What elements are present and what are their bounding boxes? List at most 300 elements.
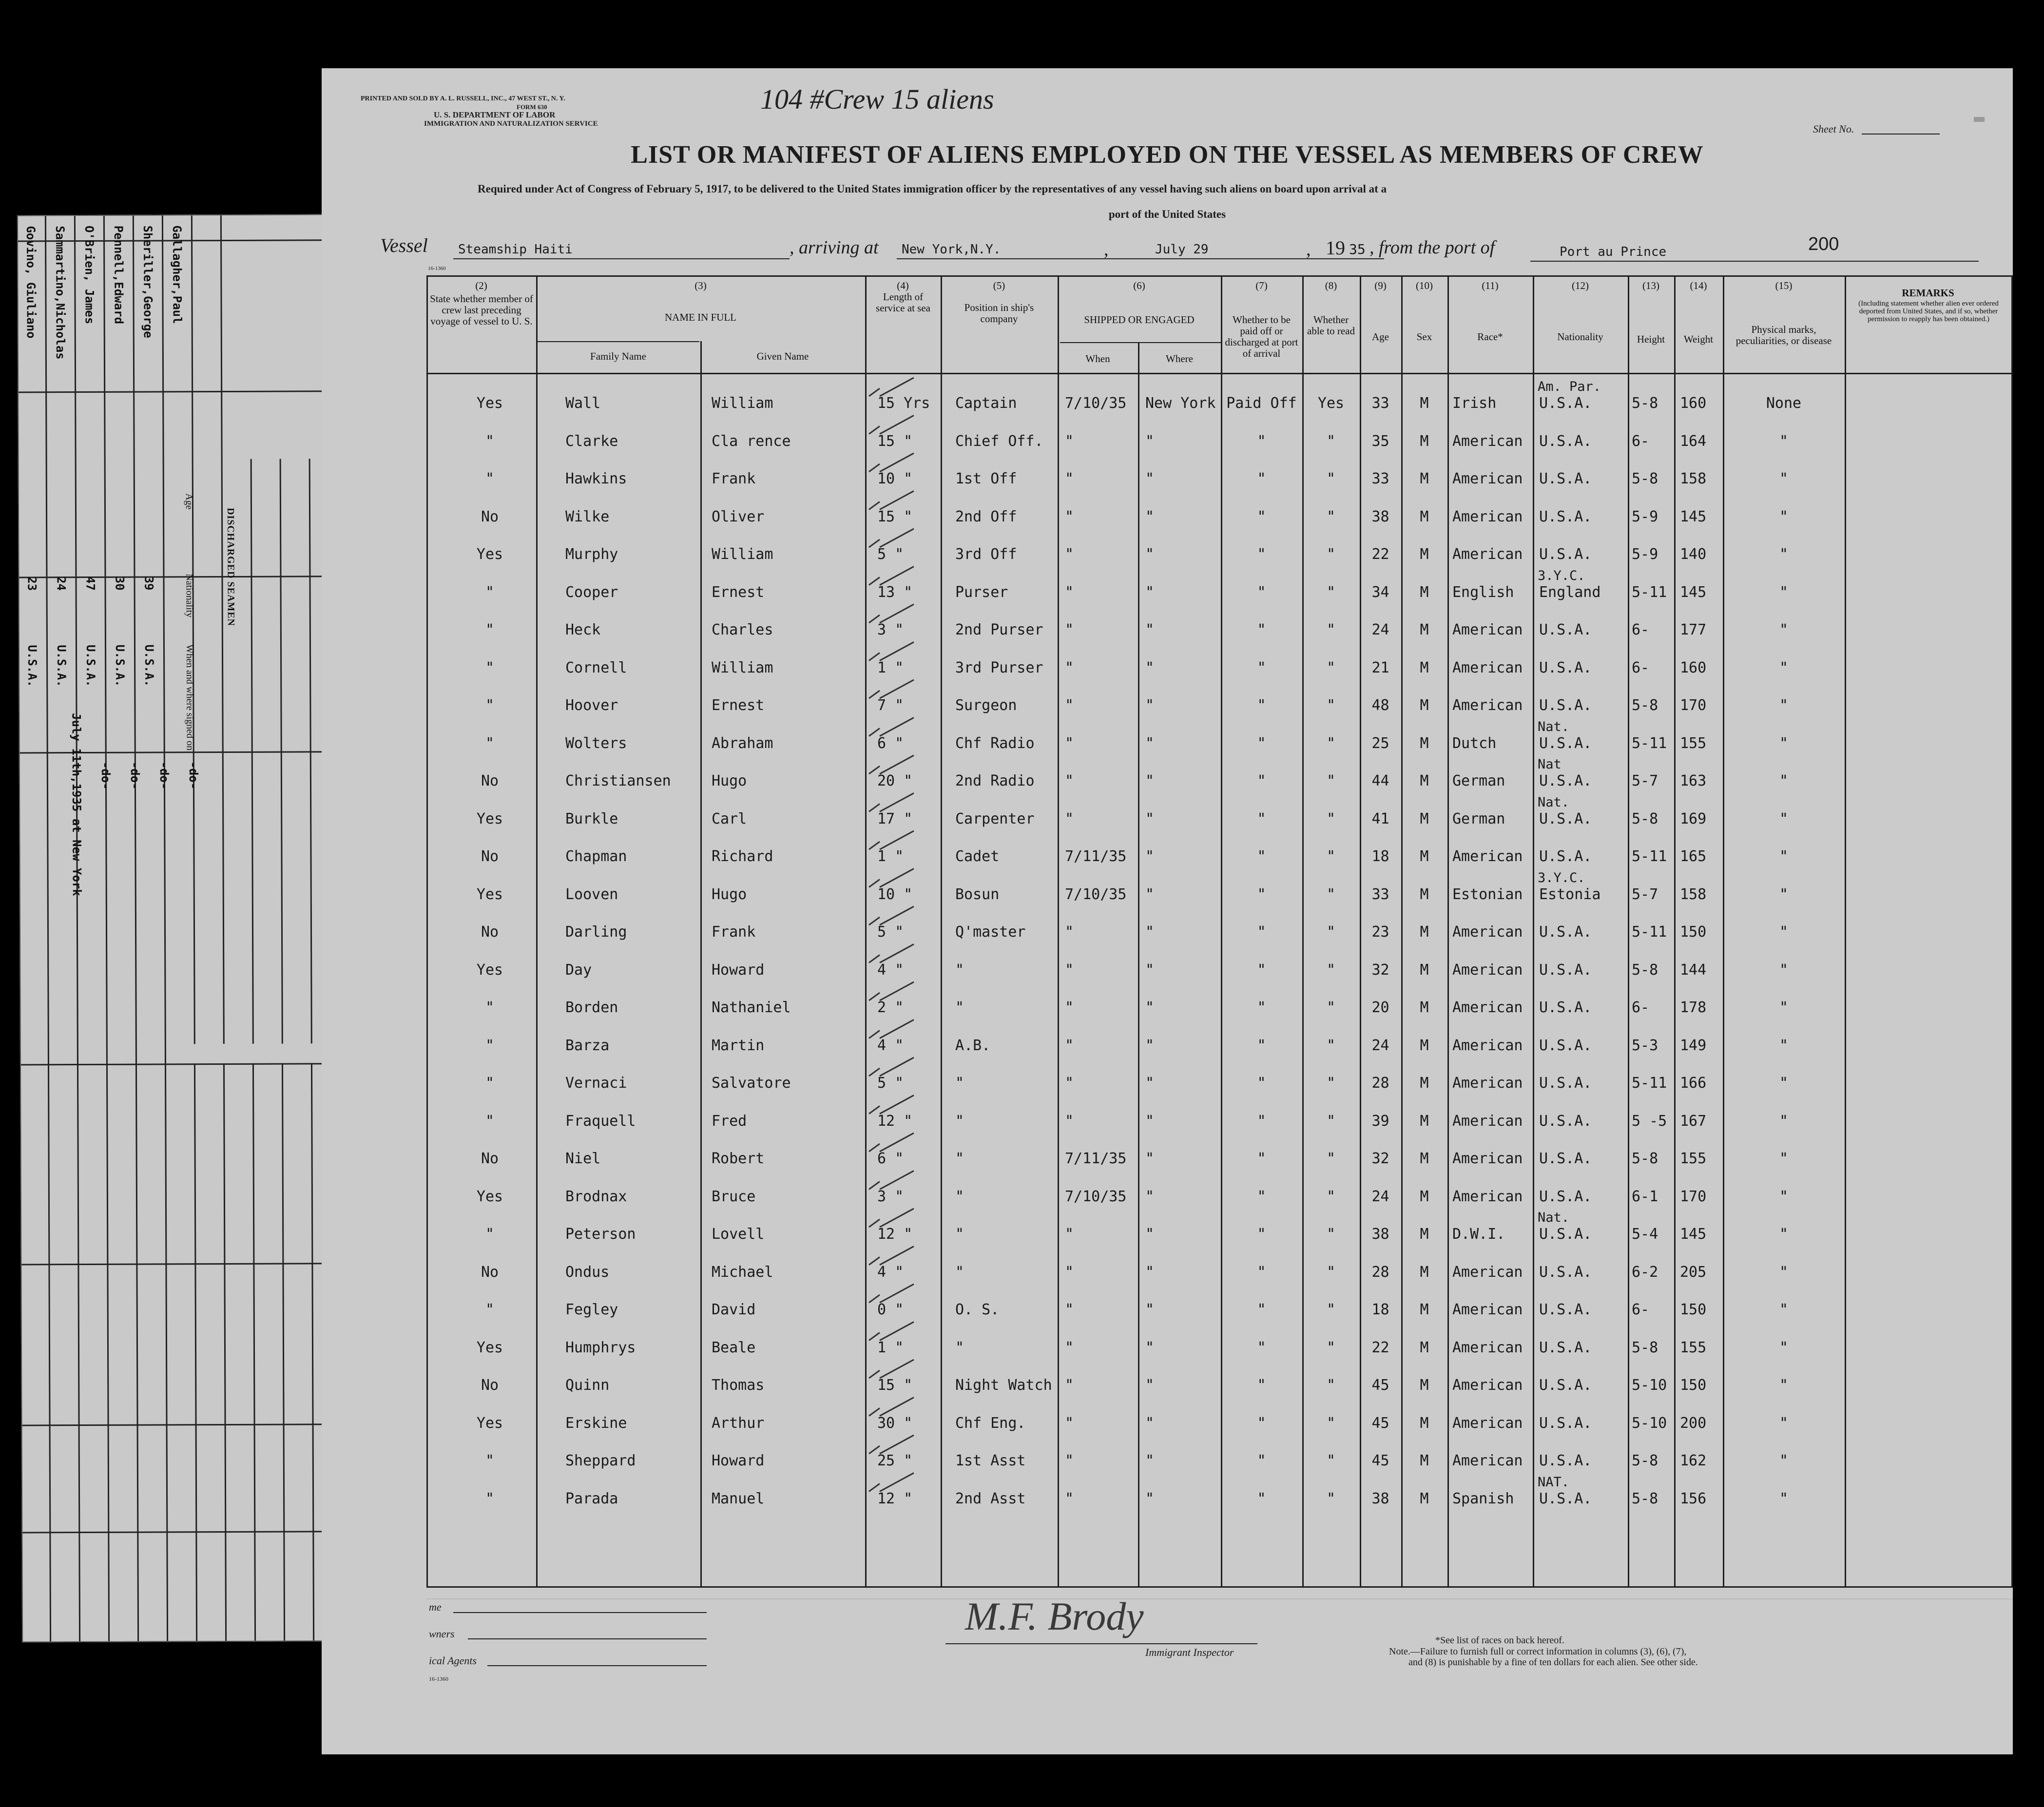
slip-entry-signed: -do- <box>157 761 172 790</box>
cell-prev: Yes <box>476 885 503 903</box>
table-row <box>322 1474 2013 1523</box>
cell-weight: 145 <box>1680 508 1707 525</box>
manifest-sheet: PRINTED AND SOLD BY A. L. RUSSELL, INC., 47 WEST ST., N. Y. FORM 630 U. S. DEPARTMENT OF LABOR IMMIGRATION AND NATURALIZATION SERVICE 104 #Crew 15 aliens Sheet No. LIST OR MANIFEST OF ALIENS EMPLOYED ON THE VESSEL AS MEMBERS OF CREW Required under Act of Congress of February 5, 1917, to be delivered to the United States immigration officer by the representatives of any vessel having such aliens on board upon arrival at a port of the United States Vessel Steamship Haiti , arriving at New York,N.Y. , July 29 , 19 35 , from the port of Port au Prince 200 16-1360 (2) State whether member of crew last preceding voyage of vessel to U. S. (3) NAME IN FULL Family Name Given Name (4) Length of service at sea (5) Position in ship's company (6) SHIPPED OR ENGAGED When Where (7) Whether to be paid off or discharged at port of arrival (8) Whether able to read (9) Age (10) Sex (11) Race* (12) Nationality (13) Height (14) Weight (15) Physical marks, peculiarities, or disease REMARKS (Including statement whether alien ever ordered deported from United States, and if so, whether permission to reapply has been obtained.) Yes Wall William 15 Yrs Captain 7/10/35 New York Paid Off Yes 33 M Irish U.S.A. 5-8 160 None Am. Par. " Clarke Cla rence 15 " Chief Off. " " " " 35 M American U.S.A. 6- 164 " " Hawkins Frank 10 " 1st Off " " " " 33 M American U.S.A. 5-8 158 " No Wilke Oliver 15 " 2nd Off " " " " 38 M American U.S.A. 5-9 145 " Yes Murphy William 5 " 3rd Off " " " " 22 M American U.S.A. 5-9 140 " " Cooper Ernest 13 " Purser " " " " 34 M English England 5-11 145 " 3.Y.C. " Heck Charles 3 " 2nd Purser " " " " 24 M American U.S.A. 6- 177 " " Cornell William 1 " 3rd Purser " " " " 21 M American U.S.A. 6- 160 " " Hoover Ernest 7 " Surgeon " " " " 48 M American U.S.A. 5-8 170 " " Wolters Abraham 6 " Chf Radio " " " " 25 M Dutch U.S.A. 5-11 155 " Nat. No Christiansen Hugo 20 " 2nd Radio " " " " 44 M German U.S.A. 5-7 163 " Nat Yes Burkle Carl 17 " Carpenter " " " " 41 M German U.S.A. 5-8 169 " Nat. No Chapman Richard 1 " Cadet 7/11/35 " " " 18 M American U.S.A. 5-11 165 " Yes Looven Hugo 10 " Bosun 7/10/35 " " " 33 M Estonian Estonia 5-7 158 " 3.Y.C. No Darling Frank 5 " Q'master " " " " 23 M American U.S.A. 5-11 150 " Yes Day Howard 4 " " " " " " 32 M American U.S.A. 5-8 144 " " Borden Nathaniel 2 " " " " " " 20 M American U.S.A. 6- 178 " " Barza Martin 4 " A.B. " " " " 24 M American U.S.A. 5-3 149 " " Vernaci Salvatore 5 " " " " " " 28 M American U.S.A. 5-11 166 " " Fraquell Fred 12 " " " " " " 39 M American U.S.A. 5 -5 167 " No Niel Robert 6 " " 7/11/35 " " " 32 M American U.S.A. 5-8 155 " Yes Brodnax Bruce 3 " " 7/10/35 " " " 24 M American U.S.A. 6-1 170 " " Peterson Lovell 12 " " " " " " 38 M D.W.I. U.S.A. 5-4 145 " Nat. No Ondus Michael 4 " " " " " " 28 M American U.S.A. 6-2 205 " " Fegley David 0 " O. S. " " " " 18 M American U.S.A. 6- 150 " Yes Humphrys Beale 1 " " " " " " 22 M American U.S.A. 5-8 155 " No Quinn Thomas 15 " Night Watch " " " " 45 M American U.S.A. 5-10 150 " Yes Erskine Arthur 30 " Chf Eng. " " " " 45 M American U.S.A. 5-10 200 " " Sheppard Howard 25 " 1st Asst " " " " 45 M American U.S.A. 5-8 162 " " Parada Manuel 12 " 2nd Asst " " " " 38 M Spanish U.S.A. 5-8 156 " NAT. me wners ical Agents 16-1360 M.F. Brody Immigrant Inspector *See list of races on back hereof. Note.—Failure to furnish full or correct information in columns (3), (6), (7), and (8) is punishable by a fine of ten dollars for each alien. See other side. <box>322 68 2013 1754</box>
cell-prev: " <box>485 1075 495 1092</box>
check-mark <box>869 378 914 396</box>
cell-where: " <box>1145 734 1155 752</box>
cell-paid: " <box>1257 848 1266 865</box>
footer-name-label: me <box>429 1601 442 1613</box>
check-mark <box>869 529 914 547</box>
cell-where: New York <box>1145 395 1216 412</box>
cell-position: 1st Asst <box>955 1452 1026 1469</box>
vessel-name: Steamship Haiti <box>458 242 573 257</box>
cell-family: Borden <box>565 999 618 1016</box>
cell-family: Wilke <box>565 508 610 525</box>
cell-prev: No <box>481 848 499 865</box>
cell-height: 5-11 <box>1632 734 1667 752</box>
cell-prev: " <box>485 1490 495 1507</box>
cell-where: " <box>1145 621 1155 638</box>
cell-weight: 163 <box>1680 772 1707 789</box>
cell-height: 6- <box>1632 659 1650 676</box>
cell-sex: M <box>1420 1075 1429 1092</box>
cell-race: American <box>1452 961 1523 979</box>
cell-service: 5 " <box>877 546 904 563</box>
cell-weight: 145 <box>1680 1226 1707 1243</box>
cell-read: " <box>1326 1075 1336 1092</box>
cell-height: 5-11 <box>1632 848 1667 865</box>
cell-prev: No <box>481 1377 499 1394</box>
cell-nationality-note: Am. Par. <box>1538 379 1601 394</box>
cell-height: 6-2 <box>1632 1263 1658 1281</box>
cell-family: Wolters <box>565 734 627 752</box>
cell-given: Richard <box>712 848 773 865</box>
cell-weight: 165 <box>1680 848 1707 865</box>
cell-prev: " <box>485 621 495 638</box>
cell-when: " <box>1065 470 1074 487</box>
cell-weight: 158 <box>1680 885 1707 903</box>
cell-sex: M <box>1420 1490 1429 1507</box>
cell-paid: " <box>1257 1377 1266 1394</box>
cell-service: 12 " <box>877 1112 913 1130</box>
cell-when: " <box>1065 659 1074 676</box>
cell-race: American <box>1452 432 1523 450</box>
cell-when: " <box>1065 1075 1074 1092</box>
cell-weight: 160 <box>1680 395 1707 412</box>
arriving-label: , arriving at <box>790 237 879 258</box>
cell-age: 35 <box>1371 432 1389 450</box>
cell-race: Dutch <box>1452 734 1497 752</box>
col-6-where-header: Where <box>1166 353 1193 365</box>
cell-where: " <box>1145 1226 1155 1243</box>
slip-entry-signed: July 11th,1935 at New York <box>69 713 84 896</box>
cell-age: 22 <box>1371 1339 1389 1356</box>
cell-prev: No <box>481 1263 499 1281</box>
cell-age: 38 <box>1371 1490 1389 1507</box>
cell-weight: 150 <box>1680 1301 1707 1318</box>
cell-position: Purser <box>955 583 1008 601</box>
cell-family: Barza <box>565 1037 610 1054</box>
cell-height: 5-8 <box>1632 697 1658 714</box>
check-mark <box>869 1171 914 1190</box>
remarks-header: REMARKS <box>1902 287 1954 299</box>
cell-race: American <box>1452 848 1523 865</box>
cell-family: Christiansen <box>565 772 671 789</box>
cell-race: American <box>1452 470 1523 487</box>
cell-when: " <box>1065 999 1074 1016</box>
cell-sex: M <box>1420 659 1429 676</box>
sheet-number-line <box>1862 134 1940 135</box>
cell-height: 5-4 <box>1632 1226 1658 1243</box>
cell-race: English <box>1452 583 1514 601</box>
cell-race: American <box>1452 697 1523 714</box>
cell-when: " <box>1065 1037 1074 1054</box>
cell-age: 18 <box>1371 848 1389 865</box>
cell-position: 3rd Purser <box>955 659 1043 676</box>
cell-race: American <box>1452 659 1523 676</box>
cell-marks: " <box>1779 885 1789 903</box>
cell-height: 5-8 <box>1632 395 1658 412</box>
table-row <box>322 428 2013 466</box>
check-mark <box>869 1360 914 1378</box>
footer-owners-label: wners <box>429 1628 455 1640</box>
cell-given: Martin <box>712 1037 765 1054</box>
cell-read: " <box>1326 508 1336 525</box>
cell-read: " <box>1326 470 1336 487</box>
cell-position: Cadet <box>955 848 1000 865</box>
table-row <box>322 957 2013 995</box>
cell-family: Erskine <box>565 1414 627 1432</box>
cell-paid: " <box>1257 621 1266 638</box>
col-7-header: Whether to be paid off or discharged at port of arrival <box>1225 314 1298 359</box>
cell-nationality: U.S.A. <box>1539 546 1592 563</box>
check-mark <box>869 793 914 812</box>
cell-given: Carl <box>712 810 747 827</box>
col-3-given-header: Given Name <box>756 350 809 362</box>
cell-race: American <box>1452 1339 1523 1356</box>
cell-given: Howard <box>712 1452 765 1469</box>
cell-read: " <box>1326 1188 1336 1205</box>
cell-paid: " <box>1257 885 1266 903</box>
col-9-header: Age <box>1372 331 1389 343</box>
cell-when: 7/10/35 <box>1065 1188 1127 1205</box>
cell-nationality: U.S.A. <box>1539 1414 1592 1432</box>
cell-marks: " <box>1779 810 1789 827</box>
cell-prev: " <box>485 659 495 676</box>
cell-height: 5 -5 <box>1632 1112 1667 1130</box>
cell-read: " <box>1326 697 1336 714</box>
table-row <box>322 870 2013 919</box>
cell-marks: " <box>1779 923 1789 941</box>
table-row <box>322 843 2013 881</box>
col-11-number: (11) <box>1482 280 1499 291</box>
cell-age: 32 <box>1371 1150 1389 1167</box>
cell-where: " <box>1145 1263 1155 1281</box>
cell-service: 5 " <box>877 1075 904 1092</box>
col-9-number: (9) <box>1374 280 1387 291</box>
cell-age: 38 <box>1371 508 1389 525</box>
cell-age: 25 <box>1371 734 1389 752</box>
cell-nationality-note: Nat. <box>1538 719 1570 734</box>
cell-read: " <box>1326 848 1336 865</box>
cell-where: " <box>1145 1150 1155 1167</box>
check-mark <box>869 755 914 774</box>
cell-prev: No <box>481 923 499 941</box>
table-row <box>322 994 2013 1032</box>
cell-sex: M <box>1420 546 1429 563</box>
cell-nationality: U.S.A. <box>1539 621 1592 638</box>
table-row <box>322 692 2013 730</box>
cell-nationality: U.S.A. <box>1539 772 1592 789</box>
cell-position: O. S. <box>955 1301 1000 1318</box>
cell-marks: " <box>1779 961 1789 979</box>
cell-service: 12 " <box>877 1490 913 1507</box>
slip-subcol-when-where: When and where signed on <box>184 644 195 751</box>
cell-paid: " <box>1257 1112 1266 1130</box>
cell-weight: 140 <box>1680 546 1707 563</box>
cell-age: 45 <box>1371 1414 1389 1432</box>
cell-service: 1 " <box>877 1339 904 1356</box>
cell-race: American <box>1452 621 1523 638</box>
corner-marker <box>1974 117 1985 122</box>
sheet-number-label: Sheet No. <box>1813 123 1854 135</box>
cell-read: " <box>1326 1339 1336 1356</box>
cell-nationality: U.S.A. <box>1539 659 1592 676</box>
cell-position: 2nd Off <box>955 508 1017 525</box>
cell-marks: " <box>1779 1414 1789 1432</box>
printer-line: PRINTED AND SOLD BY A. L. RUSSELL, INC., 47 WEST ST., N. Y. <box>361 95 565 102</box>
cell-position: " <box>955 1339 964 1356</box>
cell-when: " <box>1065 621 1074 638</box>
check-mark <box>869 453 914 472</box>
cell-marks: " <box>1779 1075 1789 1092</box>
cell-when: " <box>1065 508 1074 525</box>
table-row <box>322 616 2013 654</box>
cell-marks: " <box>1779 734 1789 752</box>
cell-read: " <box>1326 1490 1336 1507</box>
cell-paid: " <box>1257 1301 1266 1318</box>
footer-form-code: 16-1360 <box>429 1675 448 1682</box>
cell-age: 34 <box>1371 583 1389 601</box>
cell-age: 23 <box>1371 923 1389 941</box>
cell-service: 17 " <box>877 810 913 827</box>
cell-sex: M <box>1420 1301 1429 1318</box>
cell-age: 39 <box>1371 1112 1389 1130</box>
cell-given: Fred <box>712 1112 747 1130</box>
cell-race: D.W.I. <box>1452 1226 1505 1243</box>
cell-when: " <box>1065 1301 1074 1318</box>
year-suffix: 35 <box>1349 241 1366 257</box>
cell-marks: None <box>1766 395 1802 412</box>
cell-position: Captain <box>955 395 1017 412</box>
cell-where: " <box>1145 1075 1155 1092</box>
cell-given: Abraham <box>712 734 773 752</box>
cell-where: " <box>1145 1490 1155 1507</box>
cell-service: 15 Yrs <box>877 395 930 412</box>
cell-where: " <box>1145 1377 1155 1394</box>
cell-weight: 158 <box>1680 470 1707 487</box>
cell-weight: 150 <box>1680 1377 1707 1394</box>
col-12-number: (12) <box>1572 280 1589 291</box>
table-row <box>322 1259 2013 1297</box>
table-row <box>322 568 2013 617</box>
cell-when: " <box>1065 1414 1074 1432</box>
cell-height: 5-9 <box>1632 508 1658 525</box>
cell-race: Estonian <box>1452 885 1523 903</box>
cell-position: 2nd Purser <box>955 621 1043 638</box>
cell-family: Quinn <box>565 1377 610 1394</box>
cell-paid: " <box>1257 697 1266 714</box>
cell-nationality: U.S.A. <box>1539 1112 1592 1130</box>
cell-read: " <box>1326 1377 1336 1394</box>
cell-prev: No <box>481 772 499 789</box>
check-mark <box>869 642 914 661</box>
cell-nationality: U.S.A. <box>1539 1188 1592 1205</box>
col-6-when-header: When <box>1085 353 1110 365</box>
form-number: FORM 630 <box>517 103 547 111</box>
cell-height: 5-10 <box>1632 1414 1667 1432</box>
cell-prev: " <box>485 432 495 450</box>
table-row <box>322 1070 2013 1108</box>
slip-entry-age: 47 <box>83 576 97 591</box>
cell-read: " <box>1326 810 1336 827</box>
cell-nationality: U.S.A. <box>1539 848 1592 865</box>
cell-marks: " <box>1779 659 1789 676</box>
cell-nationality: U.S.A. <box>1539 1263 1592 1281</box>
cell-prev: " <box>485 1112 495 1130</box>
cell-family: Peterson <box>565 1226 636 1243</box>
cell-marks: " <box>1779 1037 1789 1054</box>
table-row <box>322 541 2013 579</box>
cell-where: " <box>1145 1037 1155 1054</box>
cell-nationality-note: 3.Y.C. <box>1538 568 1585 583</box>
cell-height: 6- <box>1632 999 1650 1016</box>
cell-marks: " <box>1779 1112 1789 1130</box>
col-5-number: (5) <box>993 280 1005 291</box>
cell-family: Cornell <box>565 659 627 676</box>
check-mark <box>869 1322 914 1341</box>
check-mark <box>869 1020 914 1038</box>
col-10-header: Sex <box>1416 331 1432 343</box>
col-8-number: (8) <box>1325 280 1337 291</box>
cell-marks: " <box>1779 1150 1789 1167</box>
cell-marks: " <box>1779 432 1789 450</box>
cell-where: " <box>1145 923 1155 941</box>
cell-nationality: U.S.A. <box>1539 508 1592 525</box>
cell-service: 0 " <box>877 1301 904 1318</box>
cell-given: Bruce <box>712 1188 756 1205</box>
cell-read: " <box>1326 546 1336 563</box>
cell-race: American <box>1452 1377 1523 1394</box>
cell-service: 4 " <box>877 1037 904 1054</box>
cell-position: Chf Eng. <box>955 1414 1026 1432</box>
cell-service: 10 " <box>877 470 913 487</box>
cell-when: " <box>1065 1226 1074 1243</box>
cell-service: 3 " <box>877 1188 904 1205</box>
col-2-header: State whether member of crew last preceding voyage of vessel to U. S. <box>430 293 533 327</box>
slip-entry-signed: -do- <box>186 761 201 790</box>
col-8-header: Whether able to read <box>1307 314 1355 337</box>
cell-when: " <box>1065 1452 1074 1469</box>
cell-sex: M <box>1420 1188 1429 1205</box>
table-row <box>322 1372 2013 1410</box>
cell-marks: " <box>1779 583 1789 601</box>
cell-race: American <box>1452 1301 1523 1318</box>
cell-prev: " <box>485 999 495 1016</box>
slip-entry-name: Sammartino,Nicholas <box>53 226 67 360</box>
cell-marks: " <box>1779 1490 1789 1507</box>
check-mark <box>869 1209 914 1227</box>
cell-nationality: U.S.A. <box>1539 1339 1592 1356</box>
cell-family: Wall <box>565 395 601 412</box>
cell-when: " <box>1065 432 1074 450</box>
cell-where: " <box>1145 432 1155 450</box>
cell-given: Frank <box>712 923 756 941</box>
cell-when: " <box>1065 810 1074 827</box>
check-mark <box>869 1398 914 1416</box>
check-mark <box>869 1435 914 1454</box>
cell-where: " <box>1145 659 1155 676</box>
cell-paid: " <box>1257 1452 1266 1469</box>
cell-paid: " <box>1257 1075 1266 1092</box>
slip-entry-age: 30 <box>113 576 127 591</box>
cell-weight: 155 <box>1680 1339 1707 1356</box>
cell-weight: 155 <box>1680 734 1707 752</box>
cell-paid: Paid Off <box>1226 395 1297 412</box>
cell-service: 2 " <box>877 999 904 1016</box>
cell-height: 6- <box>1632 432 1650 450</box>
col-3-family-header: Family Name <box>590 350 646 362</box>
cell-given: Oliver <box>712 508 765 525</box>
cell-position: 1st Off <box>955 470 1017 487</box>
table-row <box>322 794 2013 844</box>
cell-given: William <box>712 395 773 412</box>
cell-paid: " <box>1257 961 1266 979</box>
inspector-label: Immigrant Inspector <box>1145 1646 1234 1658</box>
col-4-header: Length of service at sea <box>876 291 930 314</box>
cell-race: American <box>1452 546 1523 563</box>
cell-read: " <box>1326 1301 1336 1318</box>
cell-family: Humphrys <box>565 1339 636 1356</box>
cell-position: " <box>955 1263 964 1281</box>
check-mark <box>869 1133 914 1152</box>
cell-when: " <box>1065 772 1074 789</box>
cell-service: 15 " <box>877 508 913 525</box>
cell-age: 38 <box>1371 1226 1389 1243</box>
cell-family: Ondus <box>565 1263 610 1281</box>
cell-where: " <box>1145 470 1155 487</box>
col-11-header: Race* <box>1477 331 1503 343</box>
cell-nationality: England <box>1539 583 1601 601</box>
cell-prev: Yes <box>476 810 503 827</box>
slip-entry-name: Govino, Giuliano <box>23 226 38 339</box>
cell-read: " <box>1326 923 1336 941</box>
cell-nationality: U.S.A. <box>1539 734 1592 752</box>
check-mark <box>869 1473 914 1492</box>
cell-read: " <box>1326 999 1336 1016</box>
cell-nationality-note: Nat. <box>1538 1210 1570 1225</box>
cell-read: " <box>1326 1263 1336 1281</box>
cell-position: " <box>955 1150 964 1167</box>
arrival-port: New York,N.Y. <box>902 242 1001 257</box>
cell-height: 5-11 <box>1632 583 1667 601</box>
cell-family: Sheppard <box>565 1452 636 1469</box>
cell-family: Fraquell <box>565 1112 636 1130</box>
cell-family: Hawkins <box>565 470 627 487</box>
cell-sex: M <box>1420 621 1429 638</box>
cell-nationality: U.S.A. <box>1539 1452 1592 1469</box>
cell-height: 5-8 <box>1632 961 1658 979</box>
table-row <box>322 1183 2013 1221</box>
cell-position: Night Watch <box>955 1377 1052 1394</box>
cell-nationality-note: 3.Y.C. <box>1538 870 1585 885</box>
cell-age: 33 <box>1371 885 1389 903</box>
col-3-header: NAME IN FULL <box>665 311 736 323</box>
cell-height: 5-8 <box>1632 1490 1658 1507</box>
cell-read: " <box>1326 961 1336 979</box>
check-marks-layer <box>865 373 943 1581</box>
cell-given: Hugo <box>712 885 747 903</box>
table-row <box>322 1210 2013 1259</box>
cell-position: A.B. <box>955 1037 991 1054</box>
table-row <box>322 1447 2013 1485</box>
cell-read: " <box>1326 772 1336 789</box>
slip-entry-name: Sheriller,George <box>140 225 155 338</box>
cell-prev: " <box>485 1452 495 1469</box>
cell-sex: M <box>1420 772 1429 789</box>
cell-where: " <box>1145 999 1155 1016</box>
cell-race: American <box>1452 923 1523 941</box>
cell-when: " <box>1065 1377 1074 1394</box>
